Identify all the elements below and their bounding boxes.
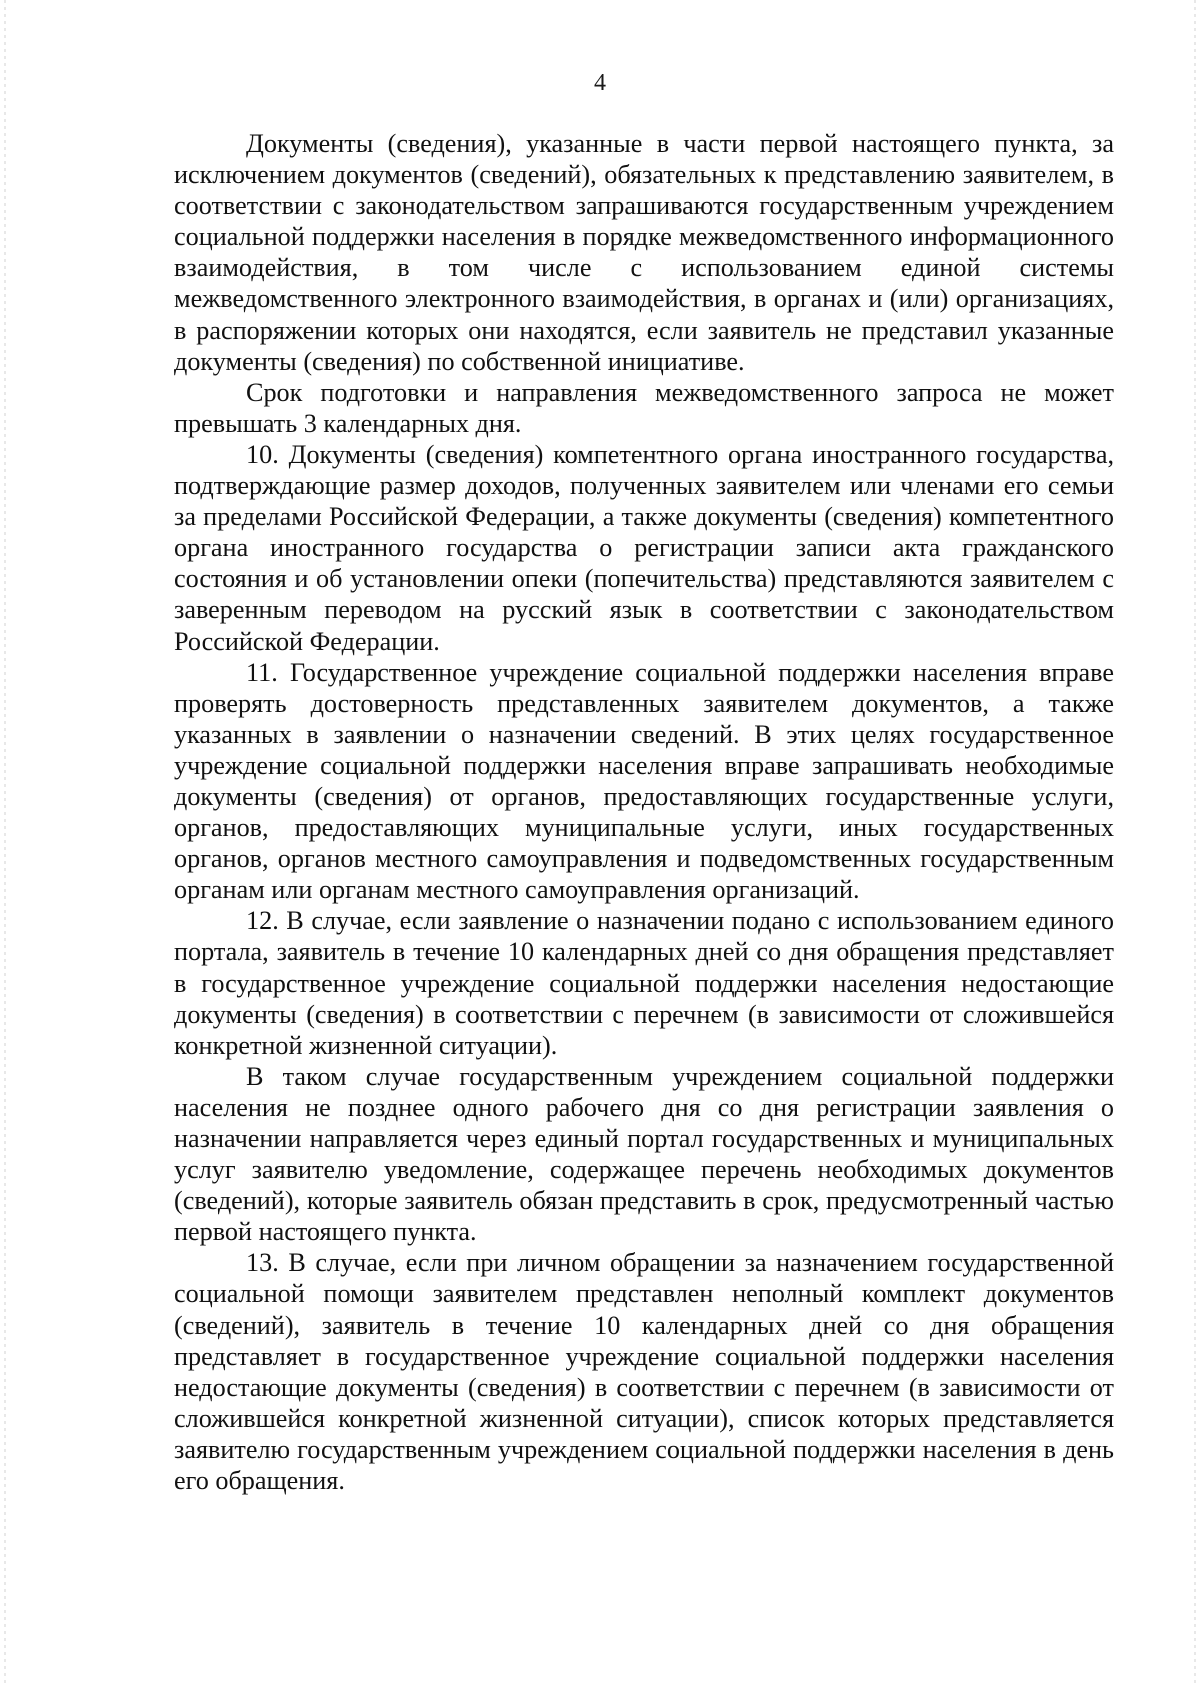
paragraph-clause-11: 11. Государственное учреждение социальной поддержки населения вправе проверять достоверность представленных заявителем документов, а также указанных в заявлении о назначении сведений. В этих целях государственное учреждение социальной поддержки населения вправе запрашивать необходимые документы (сведения) от органов, предоставляющих государственные услуги, органов, предоставляющих муниципальные услуги, иных государственных органов, органов местного самоуправления и подведомственных государственным органам или органам местного самоуправления организаций. — [174, 657, 1114, 905]
scan-edge-left — [4, 0, 6, 1686]
document-body — [174, 128, 1114, 1496]
paragraph-request-deadline: Срок подготовки и направления межведомственного запроса не может превышать 3 календарных дня. — [174, 377, 1114, 438]
paragraph-clause-10: 10. Документы (сведения) компетентного органа иностранного государства, подтверждающие размер доходов, полученных заявителем или членами его семьи за пределами Российской Федерации, а также документы (сведения) компетентного органа иностранного государства о регистрации записи акта гражданского состояния и об установлении опеки (попечительства) представляются заявителем с заверенным переводом на русский язык в соответствии с законодательством Российской Федерации. — [174, 439, 1114, 656]
paragraph-notification: В таком случае государственным учреждением социальной поддержки населения не позднее одного рабочего дня со дня регистрации заявления о назначении направляется через единый портал государственных и муниципальных услуг заявителю уведомление, содержащее перечень необходимых документов (сведений), которые заявитель обязан представить в срок, предусмотренный частью первой настоящего пункта. — [174, 1061, 1114, 1247]
page-number: 4 — [594, 70, 606, 96]
scan-edge-right — [1194, 0, 1196, 1686]
paragraph-documents-request: Документы (сведения), указанные в части первой настоящего пункта, за исключением документов (сведений), обязательных к представлению заявителем, в соответствии с законодательством запрашиваются государственным учреждением социальной поддержки населения в порядке межведомственного информационного взаимодействия, в том числе с использованием единой системы межведомственного электронного взаимодействия, в органах и (или) организациях, в распоряжении которых они находятся, если заявитель не представил указанные документы (сведения) по собственной инициативе. — [174, 129, 1114, 376]
paragraph-clause-13: 13. В случае, если при личном обращении за назначением государственной социальной помощи заявителем представлен неполный комплект документов (сведений), заявитель в течение 10 календарных дней со дня обращения представляет в государственное учреждение социальной поддержки населения недостающие документы (сведения) в соответствии с перечнем (в зависимости от сложившейся конкретной жизненной ситуации), список которых представляется заявителю государственным учреждением социальной поддержки населения в день его обращения. — [174, 1248, 1114, 1496]
paragraph-clause-12: 12. В случае, если заявление о назначении подано с использованием единого портала, заявитель в течение 10 календарных дней со дня обращения представляет в государственное учреждение социальной поддержки населения недостающие документы (сведения) в соответствии с перечнем (в зависимости от сложившейся конкретной жизненной ситуации). — [174, 906, 1114, 1060]
